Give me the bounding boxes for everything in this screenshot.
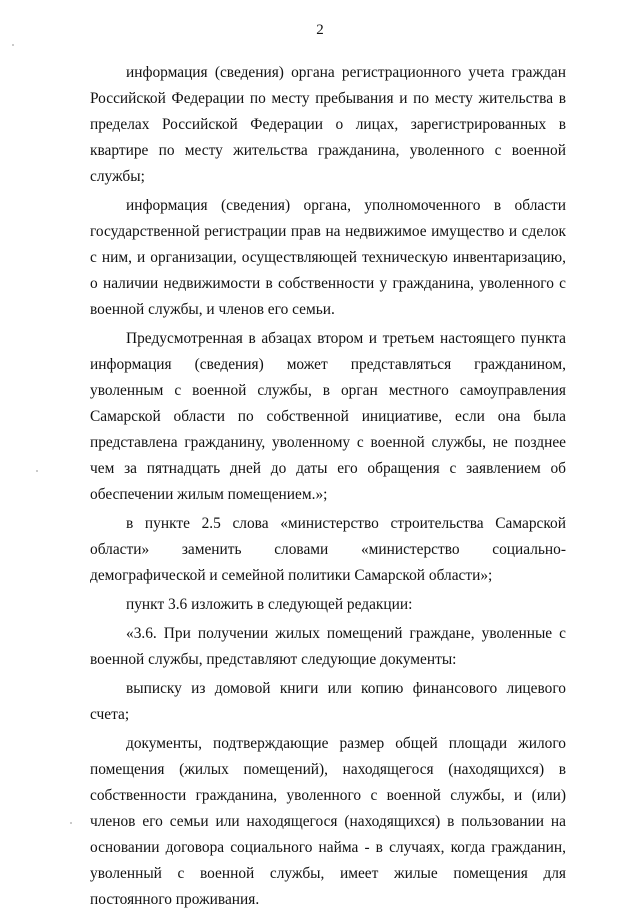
page-number: 2 [316, 22, 324, 38]
scan-speck [12, 44, 14, 46]
paragraph-clause-3-6-text: «3.6. При получении жилых помещений граждане, уволенные с военной службы, представляют следующие документы: [90, 625, 566, 668]
paragraph-property-registration-info: информация (сведения) органа, уполномоченного в области государственной регистрации прав на недвижимое имущество и сделок с ним, и организации, осуществляющей техническую инвентаризацию, о наличии недвижимости в собственности у гражданина, уволенного с военной службы, и членов его семьи. [90, 197, 566, 318]
paragraph-registration-info: информация (сведения) органа регистрационного учета граждан Российской Федерации по месту пребывания и по месту жительства в пределах Российской Федерации о лицах, зарегистрированных в квартире по месту жительства гражданина, уволенного с военной службы; [90, 64, 566, 185]
paragraph-area-documents: документы, подтверждающие размер общей площади жилого помещения (жилых помещений), находящегося (находящихся) в собственности гражданина, уволенного с военной службы, и (или) членов его семьи или находящегося (находящихся) в пользовании на основании договора социального найма - в случаях, когда гражданин, уволенный с военной службы, имеет жилые помещения для постоянного проживания. [90, 735, 566, 908]
paragraph-information-submission: Предусмотренная в абзацах втором и третьем настоящего пункта информация (сведения) может представляться гражданином, уволенным с военной службы, в орган местного самоуправления Самарской области по собственной инициативе, если она была представлена гражданину, уволенному с военной службы, не позднее чем за пятнадцать дней до даты его обращения с заявлением об обеспечении жилым помещением.»; [90, 330, 566, 503]
document-body [90, 60, 566, 913]
paragraph-clause-3-6-intro: пункт 3.6 изложить в следующей редакции: [126, 596, 413, 613]
paragraph-clause-2-5-amendment: в пункте 2.5 слова «министерство строительства Самарской области» заменить словами «министерство социально-демографической и семейной политики Самарской области»; [90, 515, 566, 584]
paragraph-house-book-extract: выписку из домовой книги или копию финансового лицевого счета; [90, 680, 566, 723]
scan-speck [36, 470, 38, 472]
scan-speck [70, 822, 72, 824]
